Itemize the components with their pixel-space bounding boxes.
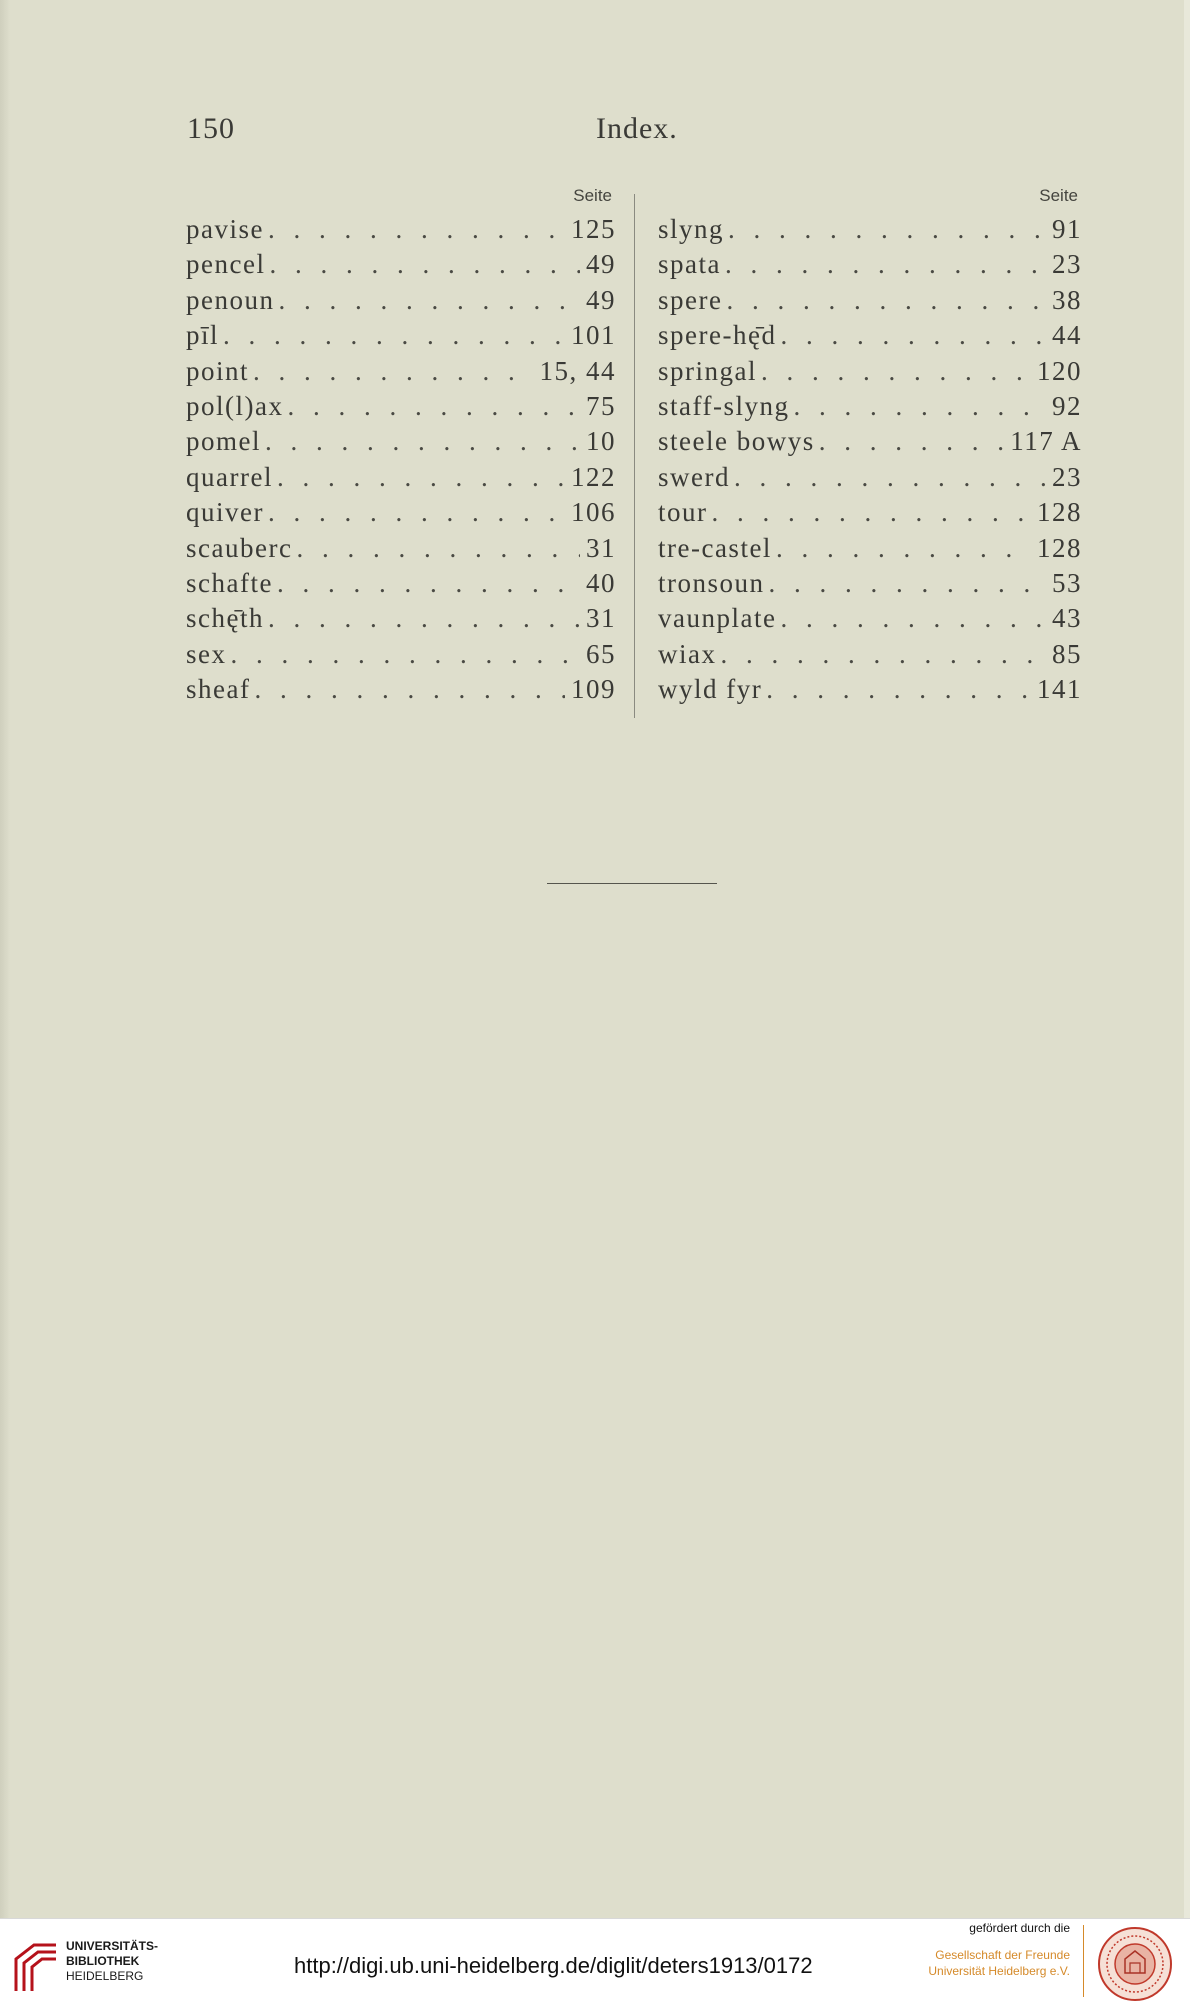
- index-entry: [658, 637, 1082, 672]
- sponsor-divider: [1083, 1925, 1084, 1997]
- index-term: tronsoun: [658, 567, 765, 598]
- index-page-ref: 65: [586, 638, 616, 669]
- index-page-ref: 141: [1037, 674, 1082, 705]
- index-column-right: [658, 186, 1082, 726]
- index-term: pīl: [186, 320, 220, 351]
- index-entry: [658, 566, 1082, 601]
- index-entry: [658, 212, 1082, 247]
- page-left-edge: [0, 0, 10, 1918]
- index-term: vaunplate: [658, 603, 777, 634]
- index-term: wyld fyr: [658, 674, 763, 705]
- index-entry: [658, 283, 1082, 318]
- index-page-ref: 31: [586, 603, 616, 634]
- sponsor-line2: Universität Heidelberg e.V.: [928, 1964, 1070, 1978]
- index-entry: [658, 460, 1082, 495]
- index-page-ref: 125: [571, 214, 616, 244]
- index-table: [186, 186, 1082, 726]
- index-page-ref: 43: [1052, 603, 1082, 634]
- dot-leader: [254, 672, 565, 707]
- index-page-ref: 75: [586, 390, 616, 421]
- index-term: quiver: [186, 497, 264, 528]
- dot-leader: [766, 672, 1031, 707]
- index-entry: [186, 601, 616, 636]
- library-name: [66, 1939, 158, 1984]
- dot-leader: [776, 531, 1031, 566]
- index-entry: [658, 531, 1082, 566]
- library-name-line2: BIBLIOTHEK: [66, 1954, 140, 1968]
- dot-leader: [231, 637, 581, 672]
- index-page-ref: 117 A: [1010, 426, 1082, 457]
- index-term: springal: [658, 355, 757, 386]
- end-rule: [547, 883, 717, 884]
- footer-bar: [0, 1918, 1190, 2003]
- index-term: pol(l)ax: [186, 390, 284, 421]
- dot-leader: [287, 389, 580, 424]
- index-term: penoun: [186, 284, 275, 315]
- index-page-ref: 23: [1052, 461, 1082, 492]
- index-entry: [186, 283, 616, 318]
- dot-leader: [277, 460, 565, 495]
- dot-leader: [268, 212, 565, 247]
- dot-leader: [780, 601, 1046, 636]
- index-term: swerd: [658, 461, 730, 492]
- index-term: sex: [186, 638, 227, 669]
- index-page-ref: 85: [1052, 638, 1082, 669]
- dot-leader: [223, 318, 565, 353]
- index-entry: [658, 247, 1082, 282]
- index-entry: [658, 318, 1082, 353]
- index-entry: [186, 460, 616, 495]
- index-entry: [658, 389, 1082, 424]
- index-entry: [658, 495, 1082, 530]
- index-page-ref: 91: [1052, 214, 1082, 244]
- dot-leader: [268, 495, 565, 530]
- index-page-ref: 10: [586, 426, 616, 457]
- index-page-ref: 128: [1037, 532, 1082, 563]
- index-page-ref: 53: [1052, 567, 1082, 598]
- index-term: pavise: [186, 214, 264, 244]
- dot-leader: [296, 531, 580, 566]
- dot-leader: [277, 566, 580, 601]
- library-name-line3: HEIDELBERG: [66, 1969, 144, 1983]
- dot-leader: [761, 354, 1031, 389]
- index-page-ref: 122: [571, 461, 616, 492]
- dot-leader: [728, 212, 1046, 247]
- sponsor-block: [904, 1921, 1070, 1979]
- index-term: schafte: [186, 567, 273, 598]
- page-title: Index.: [596, 112, 678, 145]
- dot-leader: [794, 389, 1047, 424]
- index-entry: [658, 672, 1082, 707]
- column-heading-left: Seite: [573, 186, 612, 205]
- dot-leader: [253, 354, 533, 389]
- permalink-url[interactable]: http://digi.ub.uni-heidelberg.de/diglit/deters1913/0172: [294, 1953, 813, 1978]
- dot-leader: [269, 247, 580, 282]
- index-page-ref: 38: [1052, 284, 1082, 315]
- dot-leader: [819, 424, 1005, 459]
- index-term: tour: [658, 497, 708, 528]
- dot-leader: [265, 424, 580, 459]
- page-right-edge: [1184, 0, 1190, 1918]
- index-term: pomel: [186, 426, 261, 457]
- dot-leader: [712, 495, 1032, 530]
- library-name-line1: UNIVERSITÄTS-: [66, 1939, 159, 1953]
- index-entry: [658, 354, 1082, 389]
- index-column-left: [186, 186, 616, 726]
- index-page-ref: 92: [1052, 390, 1082, 421]
- index-page-ref: 40: [586, 567, 616, 598]
- index-entry: [186, 354, 616, 389]
- dot-leader: [726, 283, 1046, 318]
- index-page-ref: 23: [1052, 249, 1082, 280]
- entry-list-right: [658, 212, 1082, 707]
- index-term: spata: [658, 249, 721, 280]
- index-entry: [186, 424, 616, 459]
- university-seal-icon: [1096, 1925, 1174, 2003]
- column-divider: [634, 194, 635, 718]
- running-head: [0, 112, 1190, 152]
- index-entry: [658, 424, 1082, 459]
- index-term: pencel: [186, 249, 266, 280]
- dot-leader: [734, 460, 1046, 495]
- index-entry: [186, 531, 616, 566]
- index-page-ref: 49: [586, 284, 616, 315]
- index-entry: [186, 318, 616, 353]
- page-number: 150: [187, 112, 235, 145]
- index-term: steele bowys: [658, 426, 815, 457]
- index-page-ref: 128: [1037, 497, 1082, 528]
- index-page-ref: 109: [571, 674, 616, 705]
- index-term: spere-hę̄d: [658, 320, 777, 351]
- index-term: scauberc: [186, 532, 293, 563]
- index-page-ref: 101: [571, 320, 616, 351]
- index-term: point: [186, 355, 250, 386]
- index-entry: [186, 389, 616, 424]
- index-entry: [186, 637, 616, 672]
- index-term: staff-slyng: [658, 390, 790, 421]
- dot-leader: [725, 247, 1046, 282]
- index-page-ref: 106: [571, 497, 616, 528]
- dot-leader: [780, 318, 1046, 353]
- sponsor-line1: Gesellschaft der Freunde: [935, 1948, 1070, 1962]
- index-entry: [186, 672, 616, 707]
- column-heading-right: Seite: [1039, 186, 1078, 205]
- university-library-logo-icon: [12, 1941, 58, 1993]
- index-term: spere: [658, 284, 723, 315]
- dot-leader: [268, 601, 580, 636]
- index-entry: [186, 566, 616, 601]
- index-page-ref: 44: [1052, 320, 1082, 351]
- dot-leader: [769, 566, 1047, 601]
- index-entry: [186, 495, 616, 530]
- dot-leader: [720, 637, 1046, 672]
- index-entry: [658, 601, 1082, 636]
- index-page-ref: 31: [586, 532, 616, 563]
- index-entry: [186, 247, 616, 282]
- index-term: tre-castel: [658, 532, 772, 563]
- index-entry: [186, 212, 616, 247]
- index-term: quarrel: [186, 461, 273, 492]
- sponsor-intro: gefördert durch die: [969, 1921, 1070, 1935]
- index-term: slyng: [658, 214, 725, 244]
- index-term: schę̄th: [186, 603, 264, 634]
- index-page-ref: 49: [586, 249, 616, 280]
- entry-list-left: [186, 212, 616, 707]
- index-page-ref: 120: [1037, 355, 1082, 386]
- index-term: wiax: [658, 638, 717, 669]
- dot-leader: [278, 283, 580, 318]
- index-page-ref: 15, 44: [539, 355, 616, 386]
- index-term: sheaf: [186, 674, 251, 705]
